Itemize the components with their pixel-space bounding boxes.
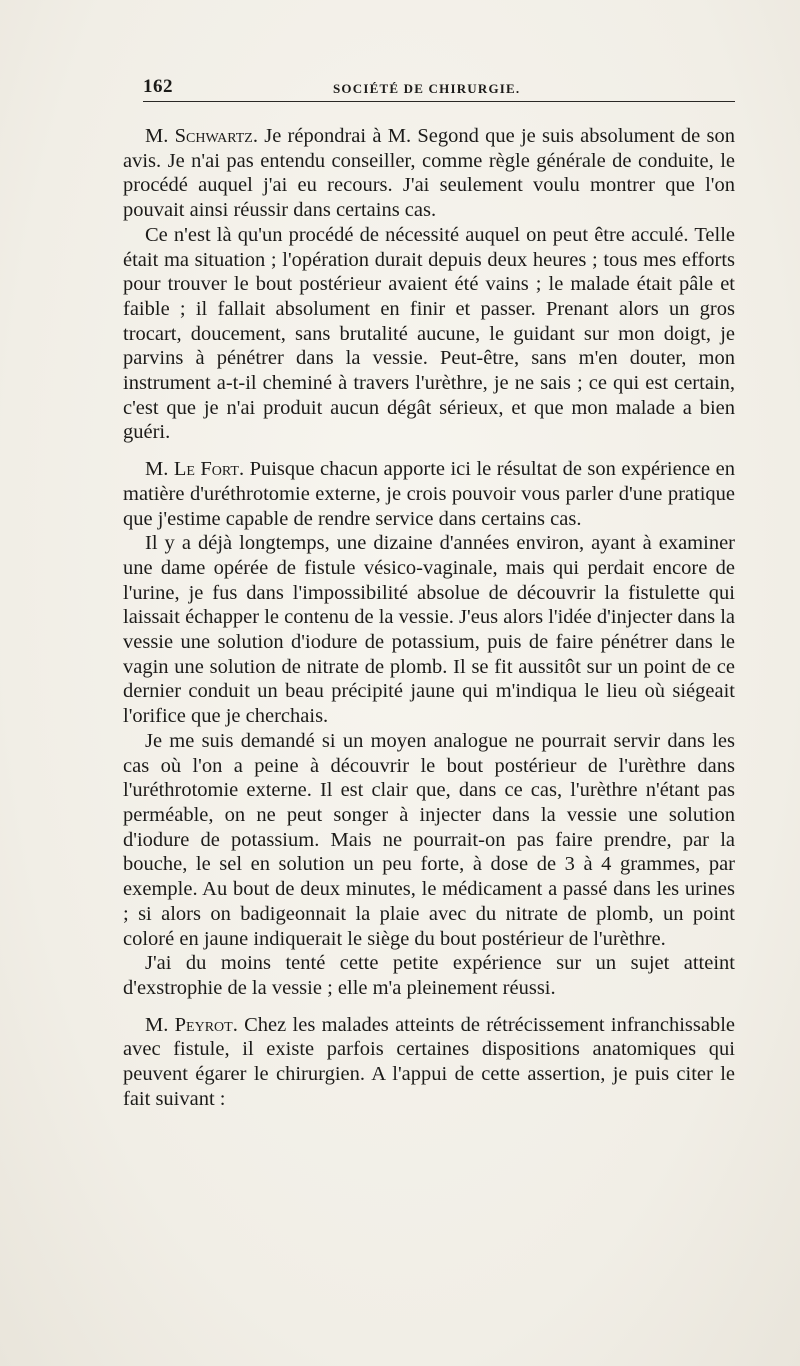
paragraph-text: Ce n'est là qu'un procédé de nécessité auquel on peut être acculé. Telle était ma situation ; l'opération durait depuis deux heures ; tous mes efforts pour trouver le bout postérieur avaient été vains ; le malade était pâle et faible ; il fallait absolument en finir et passer. Prenant alors un gros trocart, doucement, sans brutalité aucune, le guidant sur mon doigt, je parvins à pénétrer dans la vessie. Peut-être, sans m'en douter, mon instrument a-t-il cheminé à travers l'urèthre, je ne sais ; ce qui est certain, c'est que je n'ai produit aucun dégât sérieux, et que mon malade a bien guéri. [123,223,735,444]
page-header [143,74,735,104]
speaker-name: M. Schwartz. [145,125,258,147]
paragraph-text: Je répondrai à M. Segond que je suis absolument de son avis. Je n'ai pas entendu conseiller, comme règle générale de conduite, le procédé auquel j'ai eu recours. J'ai seulement voulu montrer que l'on pouvait ainsi réussir dans certains cas. [123,125,735,222]
paragraph [123,531,735,729]
paragraph-text: Il y a déjà longtemps, une dizaine d'années environ, ayant à examiner une dame opérée de fistule vésico-vaginale, mais qui perdait encore de l'urine, je fus dans l'impossibilité absolue de découvrir la fistulette qui laissait échapper le contenu de la vessie. J'eus alors l'idée d'injecter dans la vessie une solution d'iodure de potassium, puis de faire pénétrer dans le vagin une solution de nitrate de plomb. Il se fit aussitôt sur un point de ce dernier conduit un beau précipité jaune qui m'indiqua le lieu où siégeait l'orifice que je cherchais. [123,532,735,728]
speaker-name: M. Le Fort. [145,458,245,481]
paragraph [123,223,735,445]
running-title: SOCIÉTÉ DE CHIRURGIE. [333,81,521,96]
paragraph-text: J'ai du moins tenté cette petite expérience sur un sujet atteint d'exstrophie de la vessie ; elle m'a pleinement réussi. [123,952,735,999]
paragraph-text: Puisque chacun apporte ici le résultat de son expérience en matière d'uréthrotomie externe, je crois pouvoir vous parler d'une pratique que j'estime capable de rendre service dans certains cas. [123,458,735,530]
body-text [123,124,735,1111]
paragraph [123,951,735,1000]
paragraph [123,124,735,223]
paragraph-text: Je me suis demandé si un moyen analogue ne pourrait servir dans les cas où l'on a peine à découvrir le bout postérieur de l'urèthre dans l'uréthrotomie externe. Il est clair que, dans ce cas, l'urèthre n'étant pas perméable, on ne peut songer à injecter dans la vessie une solution d'iodure de potassium. Mais ne pourrait-on pas faire prendre, par la bouche, le sel en solution un peu forte, à dose de 3 à 4 grammes, par exemple. Au bout de deux minutes, le médicament a passé dans les urines ; si alors on badigeonnait la plaie avec du nitrate de plomb, un point coloré en jaune indiquerait le siège du bout postérieur de l'urèthre. [123,729,735,950]
paragraph [123,1013,735,1112]
paragraph [123,457,735,531]
paragraph-text: Chez les malades atteints de rétrécissement infranchissable avec fistule, il existe parfois certaines dispositions anatomiques qui peuvent égarer le chirurgien. A l'appui de cette assertion, je puis citer le fait suivant : [123,1013,736,1110]
page-number: 162 [143,76,173,97]
header-rule [143,101,735,102]
speaker-name: M. Peyrot. [145,1013,238,1036]
paragraph [123,729,735,951]
